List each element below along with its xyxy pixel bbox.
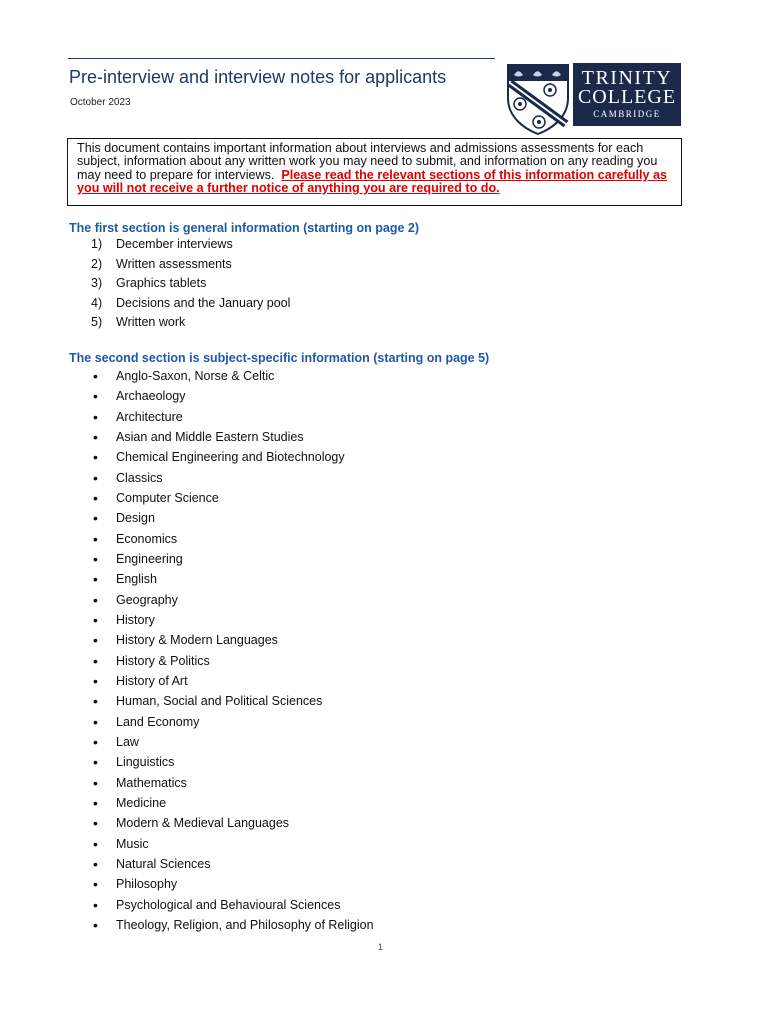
bullet-marker: • bbox=[93, 672, 98, 689]
bullet-marker: • bbox=[93, 489, 98, 506]
item-label: Written work bbox=[116, 315, 186, 330]
college-logo bbox=[505, 62, 681, 136]
bullet-marker: • bbox=[93, 713, 98, 730]
subject-label: History of Art bbox=[116, 673, 188, 688]
subject-label: Music bbox=[116, 836, 149, 851]
subject-label: Archaeology bbox=[116, 389, 186, 404]
bullet-marker: • bbox=[93, 530, 98, 547]
subject-section-heading: The second section is subject-specific information (starting on page 5) bbox=[69, 351, 490, 365]
bullet-marker: • bbox=[93, 815, 98, 832]
item-number: 1) bbox=[91, 237, 103, 251]
bullet-marker: • bbox=[93, 794, 98, 811]
subject-label: Human, Social and Political Sciences bbox=[116, 694, 323, 709]
bullet-marker: • bbox=[93, 449, 98, 466]
bullet-marker: • bbox=[93, 550, 98, 567]
bullet-marker: • bbox=[93, 916, 98, 933]
item-number: 3) bbox=[91, 276, 103, 291]
subject-label: Psychological and Behavioural Sciences bbox=[116, 897, 341, 912]
bullet-marker: • bbox=[93, 733, 98, 750]
subject-label: Design bbox=[116, 511, 155, 526]
subject-label: History & Politics bbox=[116, 653, 210, 668]
subject-label: Modern & Medieval Languages bbox=[116, 816, 290, 831]
subject-label: Natural Sciences bbox=[116, 856, 211, 871]
bullet-marker: • bbox=[93, 428, 98, 445]
item-label: December interviews bbox=[116, 237, 233, 251]
subject-label: History & Modern Languages bbox=[116, 633, 278, 648]
item-label: Written assessments bbox=[116, 256, 232, 271]
item-label: Graphics tablets bbox=[116, 276, 207, 291]
subject-label: Anglo-Saxon, Norse & Celtic bbox=[116, 369, 275, 383]
logo-cambridge: CAMBRIDGE bbox=[593, 109, 661, 119]
college-crest-icon bbox=[505, 62, 571, 136]
important-notice-box bbox=[67, 138, 682, 206]
notice-text: This document contains important information about interviews and admissions assessments for each subject, information about any written work you may need to submit, and information on any reading you may need to prepare for interviews. bbox=[77, 141, 658, 182]
bullet-marker: • bbox=[93, 835, 98, 852]
subject-label: Classics bbox=[116, 470, 163, 485]
subject-label: Land Economy bbox=[116, 714, 200, 729]
subject-label: Computer Science bbox=[116, 490, 219, 505]
subject-label: Chemical Engineering and Biotechnology bbox=[116, 450, 345, 465]
bullet-marker: • bbox=[93, 571, 98, 588]
bullet-marker: • bbox=[93, 855, 98, 872]
bullet-marker: • bbox=[93, 632, 98, 649]
bullet-marker: • bbox=[93, 693, 98, 710]
subject-label: History bbox=[116, 612, 155, 627]
subject-label: Theology, Religion, and Philosophy of Religion bbox=[116, 917, 374, 932]
bullet-marker: • bbox=[93, 611, 98, 628]
bullet-marker: • bbox=[93, 876, 98, 893]
subject-label: Philosophy bbox=[116, 877, 178, 892]
bullet-marker: • bbox=[93, 652, 98, 669]
item-number: 2) bbox=[91, 256, 103, 271]
logo-college: COLLEGE bbox=[577, 86, 677, 108]
bullet-marker: • bbox=[93, 591, 98, 608]
logo-trinity: TRINITY bbox=[581, 67, 673, 89]
item-number: 4) bbox=[91, 295, 103, 310]
document-date: October 2023 bbox=[70, 97, 131, 108]
subject-label: Architecture bbox=[116, 409, 183, 424]
bullet-marker: • bbox=[93, 368, 98, 384]
subject-label: Medicine bbox=[116, 795, 167, 810]
bullet-marker: • bbox=[93, 774, 98, 791]
notice-warning: Please read the relevant sections of this information carefully as you will not receive a further notice of anything you are required to do. bbox=[77, 167, 668, 196]
bullet-marker: • bbox=[93, 388, 98, 405]
title-rule bbox=[68, 58, 495, 59]
subject-label: Asian and Middle Eastern Studies bbox=[116, 429, 304, 444]
bullet-marker: • bbox=[93, 754, 98, 771]
subject-label: English bbox=[116, 572, 157, 587]
general-section-heading: The first section is general information (starting on page 2) bbox=[69, 221, 420, 235]
page-number: 1 bbox=[378, 942, 384, 952]
document-title: Pre-interview and interview notes for applicants bbox=[69, 67, 447, 87]
subject-label: Linguistics bbox=[116, 755, 175, 770]
subject-label: Economics bbox=[116, 531, 178, 546]
subject-label: Mathematics bbox=[116, 775, 187, 790]
subject-label: Engineering bbox=[116, 551, 183, 566]
college-wordmark bbox=[573, 63, 681, 126]
item-number: 5) bbox=[91, 315, 103, 330]
subject-label: Geography bbox=[116, 592, 178, 607]
subject-label: Law bbox=[116, 734, 139, 749]
item-label: Decisions and the January pool bbox=[116, 295, 291, 310]
bullet-marker: • bbox=[93, 510, 98, 527]
bullet-marker: • bbox=[93, 469, 98, 486]
bullet-marker: • bbox=[93, 896, 98, 913]
bullet-marker: • bbox=[93, 408, 98, 425]
